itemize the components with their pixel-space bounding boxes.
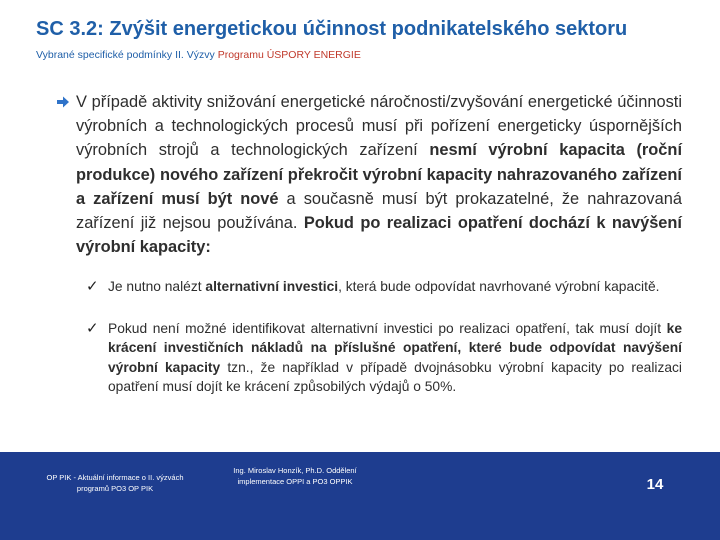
bullet-bold: alternativní investici xyxy=(205,279,339,295)
main-bold-2: Pokud po realizaci opatření dochází k navýšení výrobní kapacity: xyxy=(76,214,682,257)
main-paragraph xyxy=(56,90,682,259)
main-text-1: V případě aktivity snižování energetické náročnosti/zvyšování energetické účinnosti výrobních a technologických procesů musí při pořízení energeticky úspornějších výrobních strojů a technologických zařízení xyxy=(76,93,682,160)
slide-header xyxy=(0,0,720,80)
bullet-item-alternative-investment xyxy=(56,277,682,297)
slide-content xyxy=(56,90,682,397)
arrow-right-icon xyxy=(56,95,70,109)
checkmark-icon: ✓ xyxy=(86,278,99,296)
subtitle-program: Programu ÚSPORY ENERGIE xyxy=(217,49,361,61)
main-text-2: a současně musí být prokazatelné, že nahrazovaná zařízení již nejsou používána. xyxy=(76,189,682,233)
bullet-text: tzn., že například v případě dvojnásobku výrobní kapacity po realizaci opatření musí dojít ke krácení způsobilých výdajů o 50%. xyxy=(108,359,682,395)
slide-subtitle xyxy=(36,49,361,61)
bullet-item-cost-reduction xyxy=(56,319,682,397)
subtitle-prefix: Vybrané specifické podmínky II. Výzvy xyxy=(36,49,218,61)
footer-presentation-title: OP PIK - Aktuální informace o II. výzvách programů PO3 OP PIK xyxy=(46,473,184,493)
bullet-text: , která bude odpovídat navrhované výrobní kapacitě. xyxy=(338,279,660,295)
slide-title: SC 3.2: Zvýšit energetickou účinnost podnikatelského sektoru xyxy=(36,18,628,40)
bullet-text: Pokud není možné identifikovat alternativní investici po realizaci opatření, tak musí dojít xyxy=(108,320,667,336)
main-bold-1: nesmí výrobní kapacita (roční produkce) nového zařízení překročit výrobní kapacity nahrazovaného zařízení a zařízení musí být nové xyxy=(76,141,682,208)
page-number: 14 xyxy=(646,476,664,493)
footer-author: Ing. Miroslav Honzík, Ph.D. Oddělení implementace OPPI a PO3 OPPIK xyxy=(233,466,357,486)
checkmark-icon: ✓ xyxy=(86,319,99,337)
bullet-bold: ke krácení investičních nákladů na příslušné opatření, které bude odpovídat navýšení výrobní kapacity xyxy=(108,320,682,375)
slide-footer xyxy=(0,452,720,540)
bullet-text: Je nutno nalézt xyxy=(108,279,206,295)
